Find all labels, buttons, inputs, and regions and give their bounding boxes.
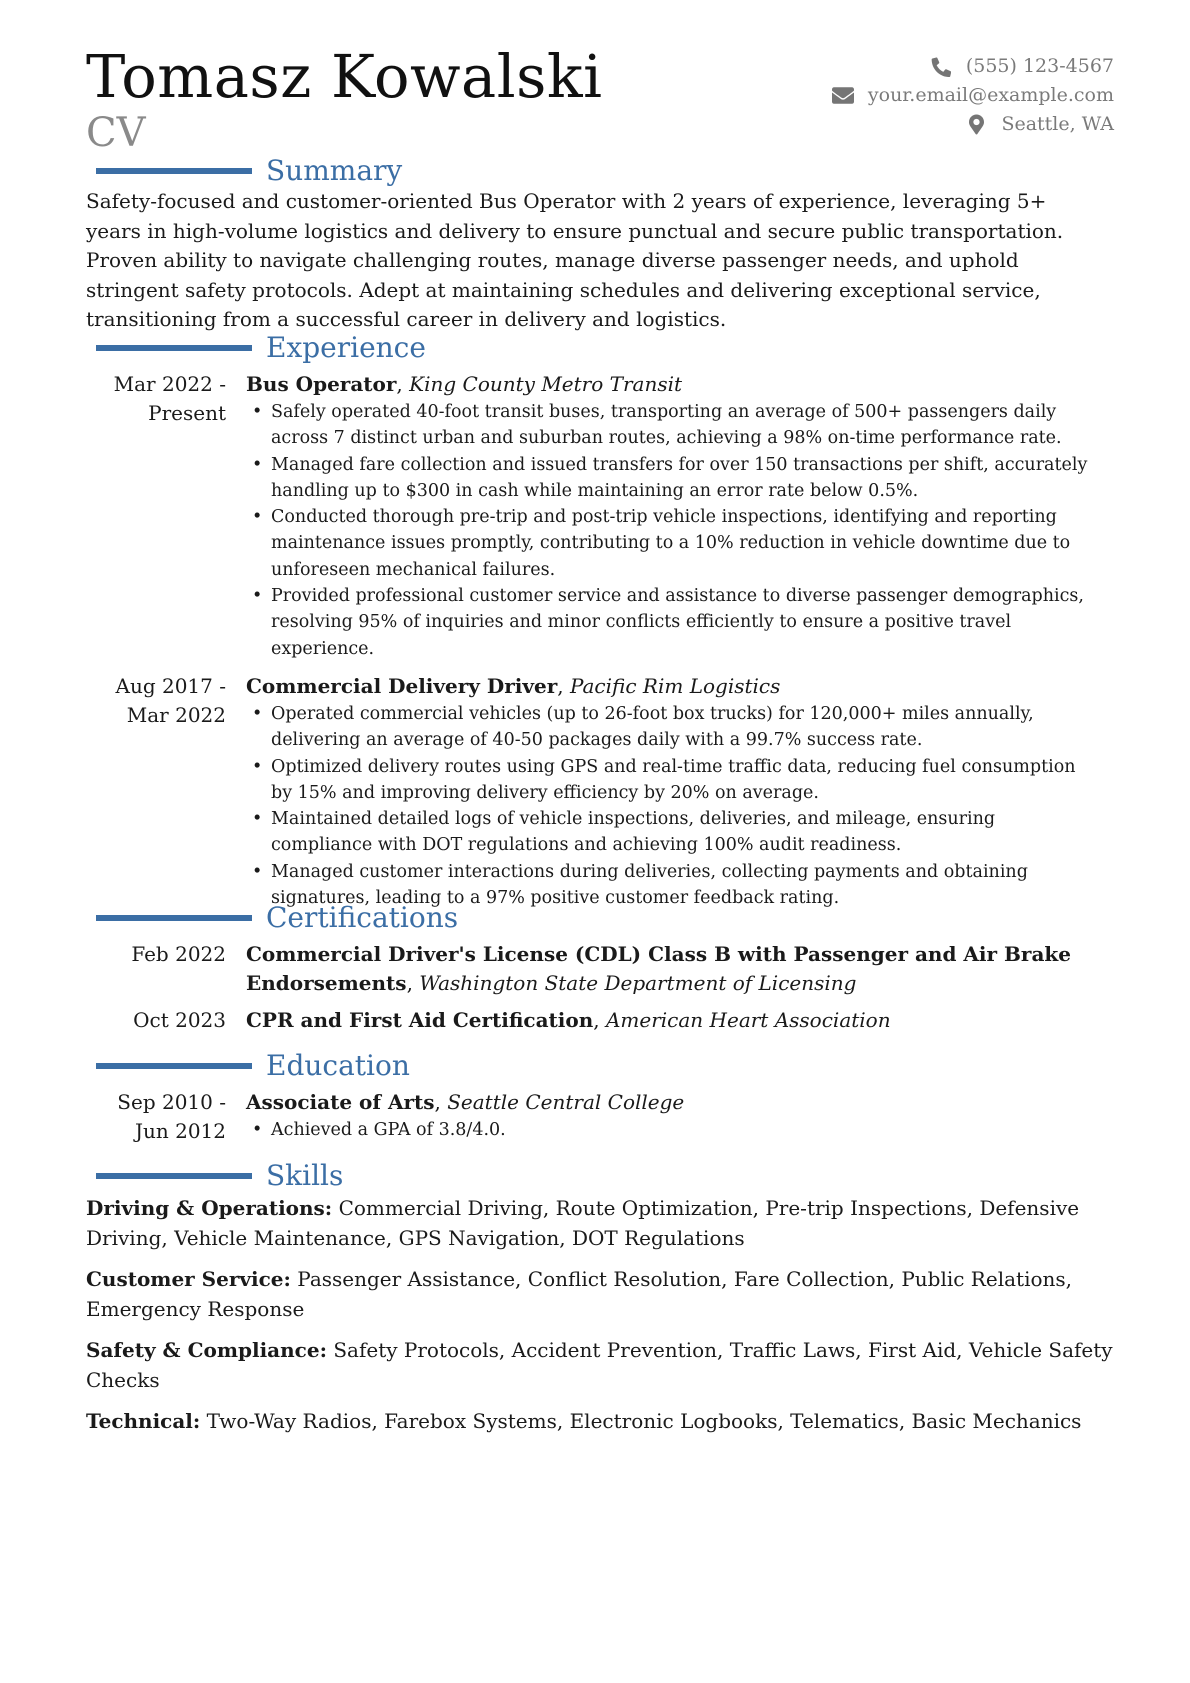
skill-group-items: Passenger Assistance, Conflict Resolution, Fare Collection, Public Relations, Emergency Response (86, 1267, 1073, 1321)
list-item: • Provided professional customer service and assistance to diverse passenger demographics, resolving 95% of inquiries and minor conflicts efficiently to ensure a positive travel experience. (246, 583, 1096, 662)
education-section (86, 1048, 1116, 1146)
bullet-list (246, 701, 1096, 911)
issuer: Washington State Department of Licensing (419, 971, 857, 995)
entry-date: Aug 2017 - Mar 2022 (115, 673, 226, 727)
skill-group-label: Technical: (86, 1409, 201, 1433)
candidate-name: Tomasz Kowalski (86, 42, 603, 111)
phone-text: (555) 123-4567 (965, 55, 1114, 77)
summary-text: Safety-focused and customer-oriented Bus Operator with 2 years of experience, leveraging 5+ years in high-volume logistics and delivery to ensure punctual and secure public transportation. Proven ability to navigate challenging routes, manage diverse passenger needs, and uphold stringent safety protocols. Adept at maintaining schedules and delivering exceptional service, transitioning from a successful career in delivery and logistics. (86, 189, 1064, 331)
experience-entry (86, 672, 1116, 911)
section-heading (86, 330, 1116, 366)
entry-heading: Associate of Arts, Seattle Central College (246, 1090, 685, 1114)
certification-name: Commercial Driver's License (CDL) Class B with Passenger and Air Brake Endorsements (246, 942, 1071, 995)
list-item: • Optimized delivery routes using GPS and real-time traffic data, reducing fuel consumption by 15% and improving delivery efficiency by 20% on average. (246, 754, 1096, 807)
section-heading (86, 153, 1116, 189)
experience-entry (86, 370, 1116, 662)
employer: King County Metro Transit (409, 372, 683, 396)
skill-group-items: Safety Protocols, Accident Prevention, Traffic Laws, First Aid, Vehicle Safety Checks (86, 1338, 1113, 1392)
list-item: • Safely operated 40-foot transit buses, transporting an average of 500+ passengers daily across 7 distinct urban and suburban routes, achieving a 98% on-time performance rate. (246, 399, 1096, 452)
envelope-icon (830, 85, 856, 107)
list-item: • Managed customer interactions during deliveries, collecting payments and obtaining signatures, leading to a 97% positive customer feedback rating. (246, 859, 1096, 912)
location-text: Seattle, WA (1001, 113, 1114, 135)
school: Seattle Central College (447, 1090, 685, 1114)
skill-group (86, 1194, 1116, 1253)
employer: Pacific Rim Logistics (569, 673, 781, 698)
job-title: Bus Operator (246, 372, 397, 396)
entry-heading: Bus Operator, King County Metro Transit (246, 372, 683, 396)
list-item: • Achieved a GPA of 3.8/4.0. (246, 1117, 1096, 1143)
bullet-list (246, 399, 1096, 662)
skills-title: Skills (266, 1159, 344, 1192)
document-subtitle: CV (86, 110, 146, 156)
entry-date: Sep 2010 - Jun 2012 (117, 1090, 226, 1143)
bullet-list (246, 1117, 1096, 1143)
education-title: Education (266, 1049, 410, 1082)
entry-body (246, 672, 1116, 911)
section-heading (86, 900, 1116, 936)
section-heading (86, 1158, 1116, 1194)
skill-group-items: Commercial Driving, Route Optimization, Pre-trip Inspections, Defensive Driving, Vehicle Maintenance, GPS Navigation, DOT Regulations (86, 1196, 1080, 1250)
certification-name: CPR and First Aid Certification (246, 1008, 594, 1032)
section-accent-bar (96, 168, 252, 174)
list-item: • Maintained detailed logs of vehicle inspections, deliveries, and mileage, ensuring compliance with DOT regulations and achieving 100% audit readiness. (246, 806, 1096, 859)
certifications-section (86, 900, 1116, 1035)
issuer: American Heart Association (605, 1008, 891, 1032)
contact-location (830, 110, 1114, 139)
contact-block (830, 52, 1114, 139)
education-entry (86, 1088, 1116, 1146)
entry-body (246, 1088, 1116, 1146)
list-item: • Managed fare collection and issued transfers for over 150 transactions per shift, accurately handling up to $300 in cash while maintaining an error rate below 0.5%. (246, 452, 1096, 505)
section-accent-bar (96, 1173, 252, 1179)
skill-group-label: Safety & Compliance: (86, 1338, 327, 1362)
entry-date: Feb 2022 (131, 942, 226, 966)
skill-group (86, 1407, 1116, 1437)
skill-group-label: Driving & Operations: (86, 1196, 333, 1220)
list-item: • Conducted thorough pre-trip and post-trip vehicle inspections, identifying and reporting maintenance issues promptly, contributing to a 10% reduction in vehicle downtime due to unforeseen mechanical failures. (246, 504, 1096, 583)
email-text: your.email@example.com (867, 84, 1114, 106)
map-marker-icon (963, 114, 989, 136)
entry-date: Oct 2023 (133, 1008, 226, 1032)
skill-group-items: Two-Way Radios, Farebox Systems, Electronic Logbooks, Telematics, Basic Mechanics (206, 1409, 1082, 1433)
summary-section (86, 153, 1116, 335)
experience-title: Experience (266, 331, 426, 364)
entry-body (246, 370, 1116, 662)
list-item: • Operated commercial vehicles (up to 26-foot box trucks) for 120,000+ miles annually, delivering an average of 40-50 packages daily with a 99.7% success rate. (246, 701, 1096, 754)
section-accent-bar (96, 915, 252, 921)
certifications-title: Certifications (266, 901, 459, 934)
entry-body: Commercial Driver's License (CDL) Class B with Passenger and Air Brake Endorsements, Washington State Department of Licensing (246, 942, 1071, 995)
section-heading (86, 1048, 1116, 1084)
skill-group (86, 1265, 1116, 1324)
experience-section (86, 330, 1116, 911)
section-accent-bar (96, 345, 252, 351)
section-accent-bar (96, 1063, 252, 1069)
summary-title: Summary (266, 154, 403, 187)
entry-body: CPR and First Aid Certification, American Heart Association (246, 1008, 891, 1032)
contact-phone[interactable] (830, 52, 1114, 81)
skill-group-label: Customer Service: (86, 1267, 291, 1291)
contact-email[interactable] (830, 81, 1114, 110)
phone-icon (928, 56, 954, 78)
entry-date: Mar 2022 - Present (113, 372, 226, 425)
skills-section (86, 1158, 1116, 1449)
job-title: Commercial Delivery Driver (246, 673, 558, 698)
certification-entry (86, 940, 1116, 998)
entry-heading: Commercial Delivery Driver, Pacific Rim Logistics (246, 673, 781, 698)
certification-entry (86, 1006, 1116, 1035)
degree: Associate of Arts (246, 1090, 435, 1114)
skill-group (86, 1336, 1116, 1395)
